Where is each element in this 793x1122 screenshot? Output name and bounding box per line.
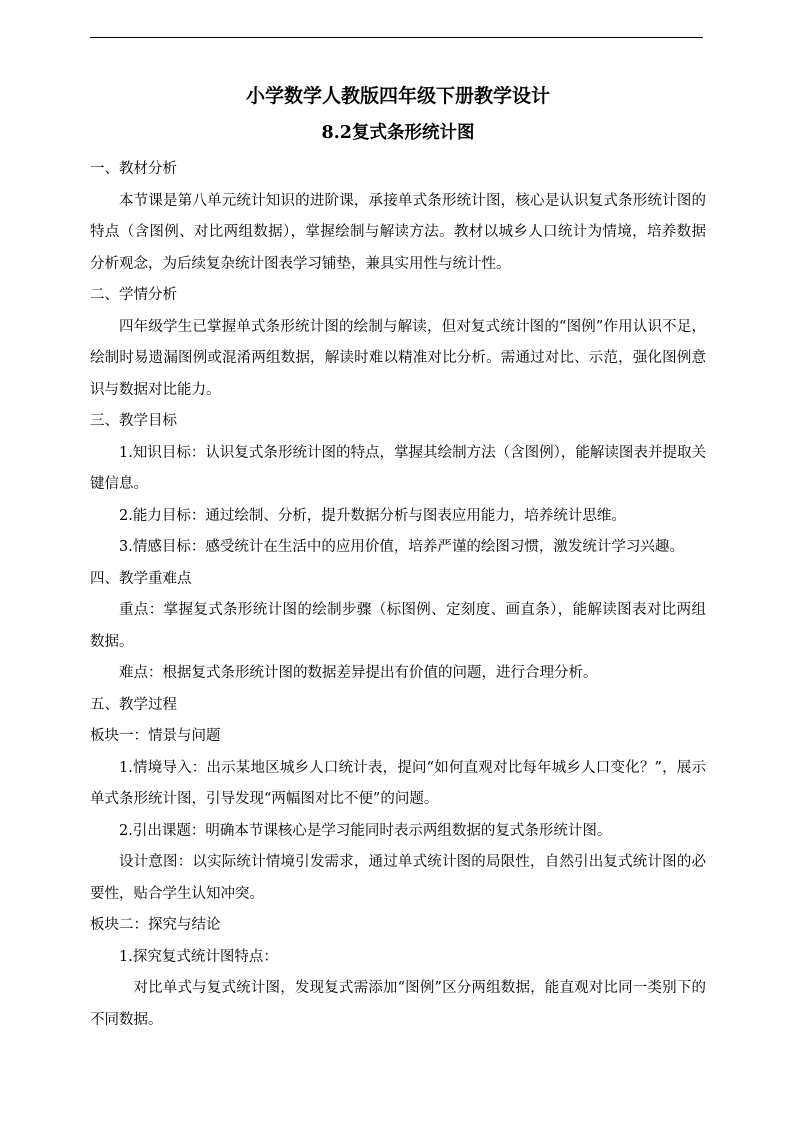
block-heading-scenario: 板块一：情景与问题 (90, 728, 221, 744)
paragraph: 1.探究复式统计图特点： (119, 948, 278, 965)
section-heading-learner-analysis: 二、学情分析 (90, 287, 177, 303)
paragraph: 本节课是第八单元统计知识的进阶课，承接单式条形统计图，核心是认识复式条形统计图的特点（含图例、对比两组数据），掌握绘制与解读方法。教材以城乡人口统计为情境，培养数据分析观念，为后续复杂统计图表学习铺垫，兼具实用性与统计性。 (90, 192, 706, 272)
header-rule (90, 37, 703, 38)
section-heading-key-points: 四、教学重难点 (90, 570, 192, 587)
paragraph: 重点：掌握复式条形统计图的绘制步骤（标图例、定刻度、画直条），能解读图表对比两组数据。 (90, 602, 706, 650)
paragraph: 对比单式与复式统计图，发现复式需添加“图例”区分两组数据，能直观对比同一类别下的不同数据。 (90, 980, 706, 1028)
document-title: 小学数学人教版四年级下册教学设计 (245, 85, 550, 107)
paragraph: 2.能力目标：通过绘制、分析，提升数据分析与图表应用能力，培养统计思维。 (119, 507, 626, 524)
paragraph: 3.情感目标：感受统计在生活中的应用价值，培养严谨的绘图习惯，激发统计学习兴趣。 (119, 539, 684, 555)
section-heading-teaching-goals: 三、教学目标 (90, 413, 177, 429)
document-body (90, 80, 706, 1036)
block-heading-explore: 板块二：探究与结论 (90, 917, 221, 933)
section-heading-teaching-process: 五、教学过程 (90, 696, 177, 713)
paragraph: 1.知识目标：认识复式条形统计图的特点，掌握其绘制方法（含图例），能解读图表并提取关键信息。 (90, 444, 706, 492)
paragraph: 四年级学生已掌握单式条形统计图的绘制与解读，但对复式统计图的“图例”作用认识不足，绘制时易遗漏图例或混淆两组数据，解读时难以精准对比分析。需通过对比、示范，强化图例意识与数据对比能力。 (90, 318, 706, 398)
paragraph: 难点：根据复式条形统计图的数据差异提出有价值的问题，进行合理分析。 (119, 665, 598, 681)
paragraph: 2.引出课题：明确本节课核心是学习能同时表示两组数据的复式条形统计图。 (119, 822, 612, 839)
paragraph: 设计意图：以实际统计情境引发需求，通过单式统计图的局限性，自然引出复式统计图的必要性，贴合学生认知冲突。 (90, 854, 706, 902)
paragraph: 1.情境导入：出示某地区城乡人口统计表，提问“如何直观对比每年城乡人口变化？”，展示单式条形统计图，引导发现“两幅图对比不便”的问题。 (90, 759, 706, 807)
section-heading-textbook-analysis: 一、教材分析 (90, 161, 177, 177)
document-subtitle: 8.2复式条形统计图 (321, 123, 475, 143)
